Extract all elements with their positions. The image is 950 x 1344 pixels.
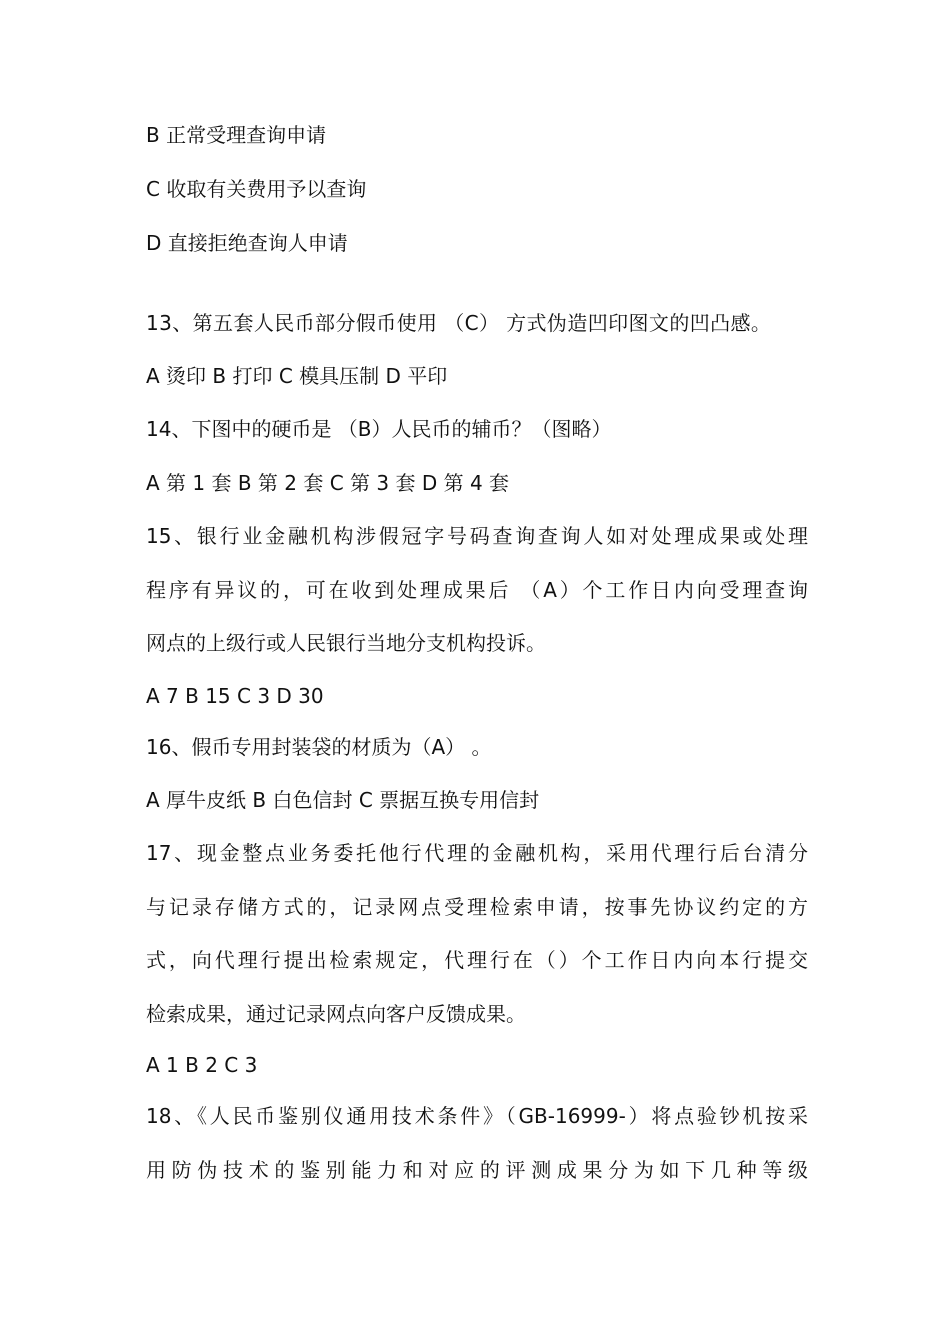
question-17-line-1: 17、现金整点业务委托他行代理的金融机构，采用代理行后台清分	[146, 841, 808, 865]
question-17-options: A 1 B 2 C 3	[146, 1053, 258, 1077]
option-c-line: C 收取有关费用予以查询	[146, 177, 367, 201]
question-18-line-1: 18、《人民币鉴别仪通用技术条件》（GB-16999-）将点验钞机按采	[146, 1104, 808, 1128]
question-13-options: A 烫印 B 打印 C 模具压制 D 平印	[146, 364, 448, 388]
question-14-options: A 第 1 套 B 第 2 套 C 第 3 套 D 第 4 套	[146, 471, 510, 495]
question-17-line-4: 检索成果，通过记录网点向客户反馈成果。	[146, 1002, 526, 1026]
question-16: 16、假币专用封装袋的材质为（A） 。	[146, 735, 492, 759]
option-b-line: B 正常受理查询申请	[146, 123, 327, 147]
option-d-line: D 直接拒绝查询人申请	[146, 231, 348, 255]
question-15-options: A 7 B 15 C 3 D 30	[146, 684, 324, 708]
question-13: 13、第五套人民币部分假币使用 （C） 方式伪造凹印图文的凹凸感。	[146, 311, 772, 335]
question-17-line-2: 与记录存储方式的，记录网点受理检索申请，按事先协议约定的方	[146, 895, 808, 919]
question-17-line-3: 式，向代理行提出检索规定，代理行在（）个工作日内向本行提交	[146, 948, 808, 972]
question-15-line-3: 网点的上级行或人民银行当地分支机构投诉。	[146, 631, 546, 655]
question-14: 14、下图中的硬币是 （B）人民币的辅币？（图略）	[146, 417, 612, 441]
question-15-line-2: 程序有异议的，可在收到处理成果后 （A）个工作日内向受理查询	[146, 578, 808, 602]
question-18-line-2: 用防伪技术的鉴别能力和对应的评测成果分为如下几种等级	[146, 1158, 808, 1182]
question-16-options: A 厚牛皮纸 B 白色信封 C 票据互换专用信封	[146, 788, 540, 812]
question-15-line-1: 15、银行业金融机构涉假冠字号码查询查询人如对处理成果或处理	[146, 524, 808, 548]
